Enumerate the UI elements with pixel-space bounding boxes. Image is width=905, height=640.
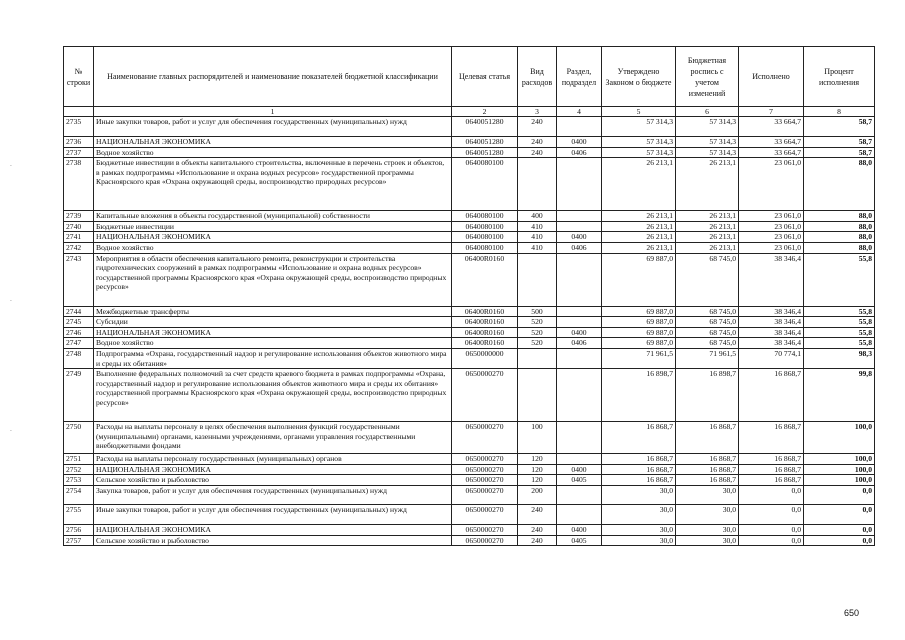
column-number: 8 xyxy=(804,107,875,117)
row-vid: 240 xyxy=(518,504,557,524)
row-executed: 23 061,0 xyxy=(739,221,804,232)
row-executed: 16 868,7 xyxy=(739,464,804,475)
row-approved: 30,0 xyxy=(602,524,676,535)
row-executed: 38 346,4 xyxy=(739,327,804,338)
row-name: Мероприятия в области обеспечения капитального ремонта, реконструкции и строительства гидротехнических сооружений в рамках подпрограммы «Использование и охрана водных ресурсов» государственной программы Красноярского края «Охрана окружающей среды, воспроизводство природных ресурсов» xyxy=(94,253,452,306)
row-approved: 26 213,1 xyxy=(602,211,676,222)
row-target-code: 06400R0160 xyxy=(452,306,518,317)
table-row xyxy=(64,158,875,211)
row-vid: 520 xyxy=(518,327,557,338)
row-razdel: 0406 xyxy=(557,338,602,349)
row-executed: 23 061,0 xyxy=(739,232,804,243)
table-row xyxy=(64,464,875,475)
row-target-code: 0650000270 xyxy=(452,524,518,535)
row-approved: 57 314,3 xyxy=(602,147,676,158)
row-number: 2749 xyxy=(64,369,94,422)
row-percent: 100,0 xyxy=(804,475,875,486)
row-razdel xyxy=(557,317,602,328)
row-number: 2745 xyxy=(64,317,94,328)
row-executed: 16 868,7 xyxy=(739,422,804,454)
row-number: 2739 xyxy=(64,211,94,222)
row-number: 2746 xyxy=(64,327,94,338)
row-percent: 88,0 xyxy=(804,242,875,253)
row-schedule: 16 868,7 xyxy=(676,475,739,486)
table-row xyxy=(64,147,875,158)
row-percent: 99,8 xyxy=(804,369,875,422)
row-schedule: 57 314,3 xyxy=(676,137,739,148)
row-target-code: 0640080100 xyxy=(452,232,518,243)
row-name: НАЦИОНАЛЬНАЯ ЭКОНОМИКА xyxy=(94,137,452,148)
table-row xyxy=(64,253,875,306)
row-name: Водное хозяйство xyxy=(94,338,452,349)
row-percent: 0,0 xyxy=(804,524,875,535)
row-executed: 0,0 xyxy=(739,524,804,535)
table-row xyxy=(64,317,875,328)
row-schedule: 26 213,1 xyxy=(676,158,739,211)
table-row xyxy=(64,232,875,243)
table-row xyxy=(64,221,875,232)
row-vid: 240 xyxy=(518,117,557,137)
column-number: 1 xyxy=(94,107,452,117)
row-executed: 16 868,7 xyxy=(739,475,804,486)
table-body xyxy=(64,117,875,546)
row-executed: 38 346,4 xyxy=(739,317,804,328)
row-schedule: 57 314,3 xyxy=(676,117,739,137)
row-name: НАЦИОНАЛЬНАЯ ЭКОНОМИКА xyxy=(94,232,452,243)
row-target-code: 06400R0160 xyxy=(452,317,518,328)
row-target-code: 06400R0160 xyxy=(452,253,518,306)
row-vid: 520 xyxy=(518,338,557,349)
row-schedule: 30,0 xyxy=(676,535,739,546)
row-number: 2748 xyxy=(64,348,94,368)
row-schedule: 30,0 xyxy=(676,524,739,535)
row-razdel xyxy=(557,306,602,317)
row-executed: 16 868,7 xyxy=(739,454,804,465)
row-percent: 100,0 xyxy=(804,422,875,454)
row-approved: 26 213,1 xyxy=(602,232,676,243)
row-razdel xyxy=(557,253,602,306)
row-target-code: 0650000270 xyxy=(452,454,518,465)
row-percent: 0,0 xyxy=(804,504,875,524)
row-name: Расходы на выплаты персоналу в целях обеспечения выполнения функций государственными (муниципальными) органами, казенными учреждениями, органами управления государственными внебюджетными фондами xyxy=(94,422,452,454)
column-number: 4 xyxy=(557,107,602,117)
table-row xyxy=(64,338,875,349)
row-target-code: 0640080100 xyxy=(452,221,518,232)
row-name: НАЦИОНАЛЬНАЯ ЭКОНОМИКА xyxy=(94,327,452,338)
row-number: 2735 xyxy=(64,117,94,137)
row-number: 2752 xyxy=(64,464,94,475)
row-target-code: 0650000270 xyxy=(452,504,518,524)
row-target-code: 0640080100 xyxy=(452,211,518,222)
row-schedule: 68 745,0 xyxy=(676,317,739,328)
row-number: 2750 xyxy=(64,422,94,454)
row-executed: 70 774,1 xyxy=(739,348,804,368)
row-executed: 0,0 xyxy=(739,485,804,504)
row-executed: 38 346,4 xyxy=(739,338,804,349)
row-vid xyxy=(518,369,557,422)
row-schedule: 16 898,7 xyxy=(676,369,739,422)
row-percent: 58,7 xyxy=(804,137,875,148)
header-name: Наименование главных распорядителей и наименование показателей бюджетной классификации xyxy=(94,47,452,107)
row-percent: 100,0 xyxy=(804,454,875,465)
row-razdel xyxy=(557,369,602,422)
row-razdel xyxy=(557,348,602,368)
row-number: 2747 xyxy=(64,338,94,349)
row-schedule: 16 868,7 xyxy=(676,454,739,465)
row-approved: 16 868,7 xyxy=(602,475,676,486)
row-name: Субсидии xyxy=(94,317,452,328)
row-vid: 120 xyxy=(518,454,557,465)
table-row xyxy=(64,504,875,524)
row-number: 2754 xyxy=(64,485,94,504)
row-schedule: 57 314,3 xyxy=(676,147,739,158)
table-row xyxy=(64,211,875,222)
row-schedule: 68 745,0 xyxy=(676,338,739,349)
row-percent: 55,8 xyxy=(804,306,875,317)
column-number: 7 xyxy=(739,107,804,117)
row-percent: 55,8 xyxy=(804,317,875,328)
row-vid: 500 xyxy=(518,306,557,317)
row-executed: 33 664,7 xyxy=(739,147,804,158)
row-name: Подпрограмма «Охрана, государственный надзор и регулирование использования объектов животного мира и среды их обитания» xyxy=(94,348,452,368)
header-row-no: № строки xyxy=(64,47,94,107)
row-vid xyxy=(518,158,557,211)
row-approved: 30,0 xyxy=(602,485,676,504)
row-approved: 30,0 xyxy=(602,504,676,524)
row-razdel: 0400 xyxy=(557,524,602,535)
row-target-code: 0640051280 xyxy=(452,137,518,148)
row-razdel: 0406 xyxy=(557,242,602,253)
row-number: 2737 xyxy=(64,147,94,158)
row-number: 2744 xyxy=(64,306,94,317)
header-schedule: Бюджетная роспись с учетом изменений xyxy=(676,47,739,107)
header-executed: Исполнено xyxy=(739,47,804,107)
budget-table xyxy=(63,46,875,546)
header-percent: Процент исполнения xyxy=(804,47,875,107)
row-target-code: 06400R0160 xyxy=(452,338,518,349)
row-approved: 69 887,0 xyxy=(602,338,676,349)
row-target-code: 0640080100 xyxy=(452,158,518,211)
row-executed: 0,0 xyxy=(739,504,804,524)
row-vid: 120 xyxy=(518,475,557,486)
table-row xyxy=(64,524,875,535)
row-target-code: 06400R0160 xyxy=(452,327,518,338)
row-name: Иные закупки товаров, работ и услуг для обеспечения государственных (муниципальных) нужд xyxy=(94,117,452,137)
row-executed: 33 664,7 xyxy=(739,117,804,137)
row-razdel: 0405 xyxy=(557,535,602,546)
row-razdel xyxy=(557,454,602,465)
column-number: 6 xyxy=(676,107,739,117)
row-approved: 69 887,0 xyxy=(602,317,676,328)
row-name: Водное хозяйство xyxy=(94,147,452,158)
page-number: 650 xyxy=(844,608,860,618)
row-executed: 38 346,4 xyxy=(739,306,804,317)
row-executed: 23 061,0 xyxy=(739,158,804,211)
row-vid: 200 xyxy=(518,485,557,504)
row-number: 2755 xyxy=(64,504,94,524)
table-row xyxy=(64,485,875,504)
row-razdel: 0400 xyxy=(557,327,602,338)
row-schedule: 26 213,1 xyxy=(676,232,739,243)
header-approved: Утверждено Законом о бюджете xyxy=(602,47,676,107)
row-vid: 410 xyxy=(518,221,557,232)
row-target-code: 0640080100 xyxy=(452,242,518,253)
table-row xyxy=(64,306,875,317)
table-row xyxy=(64,327,875,338)
row-schedule: 26 213,1 xyxy=(676,242,739,253)
row-vid xyxy=(518,253,557,306)
scan-speck: · xyxy=(10,428,12,435)
row-name: Водное хозяйство xyxy=(94,242,452,253)
row-executed: 38 346,4 xyxy=(739,253,804,306)
row-target-code: 0650000270 xyxy=(452,422,518,454)
row-executed: 0,0 xyxy=(739,535,804,546)
row-approved: 57 314,3 xyxy=(602,117,676,137)
row-name: Капитальные вложения в объекты государственной (муниципальной) собственности xyxy=(94,211,452,222)
row-vid: 120 xyxy=(518,464,557,475)
row-razdel: 0405 xyxy=(557,475,602,486)
column-number: 3 xyxy=(518,107,557,117)
row-percent: 88,0 xyxy=(804,211,875,222)
table-row xyxy=(64,535,875,546)
row-vid: 520 xyxy=(518,317,557,328)
row-number: 2741 xyxy=(64,232,94,243)
row-schedule: 68 745,0 xyxy=(676,327,739,338)
row-schedule: 16 868,7 xyxy=(676,464,739,475)
row-number: 2736 xyxy=(64,137,94,148)
row-approved: 57 314,3 xyxy=(602,137,676,148)
header-vid: Вид расходов xyxy=(518,47,557,107)
row-percent: 0,0 xyxy=(804,485,875,504)
row-approved: 71 961,5 xyxy=(602,348,676,368)
row-number: 2738 xyxy=(64,158,94,211)
row-target-code: 0640051280 xyxy=(452,147,518,158)
row-razdel: 0400 xyxy=(557,464,602,475)
row-approved: 69 887,0 xyxy=(602,306,676,317)
row-schedule: 68 745,0 xyxy=(676,306,739,317)
row-schedule: 26 213,1 xyxy=(676,221,739,232)
row-number: 2743 xyxy=(64,253,94,306)
row-razdel xyxy=(557,221,602,232)
row-percent: 88,0 xyxy=(804,158,875,211)
row-vid: 240 xyxy=(518,137,557,148)
row-schedule: 26 213,1 xyxy=(676,211,739,222)
row-target-code: 0650000270 xyxy=(452,369,518,422)
row-name: Бюджетные инвестиции в объекты капитального строительства, включенные в перечень строек и объектов, в рамках подпрограммы «Использование и охрана водных ресурсов» государственной программы Красноярского края «Охрана окружающей среды, воспроизводство природных ресурсов» xyxy=(94,158,452,211)
row-percent: 100,0 xyxy=(804,464,875,475)
row-approved: 16 868,7 xyxy=(602,464,676,475)
row-number: 2740 xyxy=(64,221,94,232)
row-approved: 69 887,0 xyxy=(602,327,676,338)
row-name: НАЦИОНАЛЬНАЯ ЭКОНОМИКА xyxy=(94,524,452,535)
row-percent: 55,8 xyxy=(804,338,875,349)
row-executed: 16 868,7 xyxy=(739,369,804,422)
row-vid: 400 xyxy=(518,211,557,222)
scan-speck: · xyxy=(10,298,12,305)
table-row xyxy=(64,475,875,486)
column-number xyxy=(64,107,94,117)
row-name: Межбюджетные трансферты xyxy=(94,306,452,317)
scan-speck: · xyxy=(10,163,12,170)
row-schedule: 16 868,7 xyxy=(676,422,739,454)
row-razdel xyxy=(557,158,602,211)
row-number: 2742 xyxy=(64,242,94,253)
row-razdel: 0406 xyxy=(557,147,602,158)
row-percent: 98,3 xyxy=(804,348,875,368)
row-name: Бюджетные инвестиции xyxy=(94,221,452,232)
row-approved: 26 213,1 xyxy=(602,221,676,232)
column-number: 5 xyxy=(602,107,676,117)
row-number: 2751 xyxy=(64,454,94,465)
row-approved: 26 213,1 xyxy=(602,158,676,211)
table-header xyxy=(64,47,875,117)
row-approved: 30,0 xyxy=(602,535,676,546)
row-percent: 88,0 xyxy=(804,221,875,232)
table-row xyxy=(64,348,875,368)
row-schedule: 68 745,0 xyxy=(676,253,739,306)
row-schedule: 71 961,5 xyxy=(676,348,739,368)
row-approved: 69 887,0 xyxy=(602,253,676,306)
row-schedule: 30,0 xyxy=(676,485,739,504)
row-name: Расходы на выплаты персоналу государственных (муниципальных) органов xyxy=(94,454,452,465)
row-vid: 240 xyxy=(518,535,557,546)
row-razdel xyxy=(557,211,602,222)
column-number: 2 xyxy=(452,107,518,117)
row-percent: 58,7 xyxy=(804,147,875,158)
row-schedule: 30,0 xyxy=(676,504,739,524)
row-name: Закупка товаров, работ и услуг для обеспечения государственных (муниципальных) нужд xyxy=(94,485,452,504)
row-approved: 16 868,7 xyxy=(602,454,676,465)
row-target-code: 0640051280 xyxy=(452,117,518,137)
table-row xyxy=(64,422,875,454)
row-razdel xyxy=(557,422,602,454)
row-target-code: 0650000270 xyxy=(452,464,518,475)
row-approved: 26 213,1 xyxy=(602,242,676,253)
row-vid: 410 xyxy=(518,232,557,243)
row-razdel: 0400 xyxy=(557,232,602,243)
row-number: 2753 xyxy=(64,475,94,486)
table-row xyxy=(64,117,875,137)
row-target-code: 0650000270 xyxy=(452,475,518,486)
row-name: Сельское хозяйство и рыболовство xyxy=(94,535,452,546)
row-executed: 33 664,7 xyxy=(739,137,804,148)
header-razdel: Раздел, подраздел xyxy=(557,47,602,107)
row-razdel xyxy=(557,485,602,504)
table-row xyxy=(64,369,875,422)
row-vid: 100 xyxy=(518,422,557,454)
row-name: Иные закупки товаров, работ и услуг для обеспечения государственных (муниципальных) нужд xyxy=(94,504,452,524)
header-target: Целевая статья xyxy=(452,47,518,107)
row-name: НАЦИОНАЛЬНАЯ ЭКОНОМИКА xyxy=(94,464,452,475)
table-row xyxy=(64,454,875,465)
row-approved: 16 898,7 xyxy=(602,369,676,422)
row-razdel xyxy=(557,504,602,524)
row-vid xyxy=(518,348,557,368)
row-target-code: 0650000000 xyxy=(452,348,518,368)
row-vid: 240 xyxy=(518,524,557,535)
row-number: 2756 xyxy=(64,524,94,535)
row-approved: 16 868,7 xyxy=(602,422,676,454)
row-percent: 58,7 xyxy=(804,117,875,137)
row-razdel: 0400 xyxy=(557,137,602,148)
row-number: 2757 xyxy=(64,535,94,546)
row-percent: 88,0 xyxy=(804,232,875,243)
row-name: Сельское хозяйство и рыболовство xyxy=(94,475,452,486)
row-percent: 0,0 xyxy=(804,535,875,546)
row-vid: 410 xyxy=(518,242,557,253)
row-target-code: 0650000270 xyxy=(452,485,518,504)
row-name: Выполнение федеральных полномочий за счет средств краевого бюджета в рамках подпрограммы «Охрана, государственный надзор и регулирование использования объектов животного мира и среды их обитания» государственной программы Красноярского края «Охрана окружающей среды, воспроизводство природных ресурсов» xyxy=(94,369,452,422)
row-target-code: 0650000270 xyxy=(452,535,518,546)
row-executed: 23 061,0 xyxy=(739,242,804,253)
row-executed: 23 061,0 xyxy=(739,211,804,222)
row-vid: 240 xyxy=(518,147,557,158)
table-row xyxy=(64,137,875,148)
row-percent: 55,8 xyxy=(804,327,875,338)
table-row xyxy=(64,242,875,253)
row-razdel xyxy=(557,117,602,137)
row-percent: 55,8 xyxy=(804,253,875,306)
